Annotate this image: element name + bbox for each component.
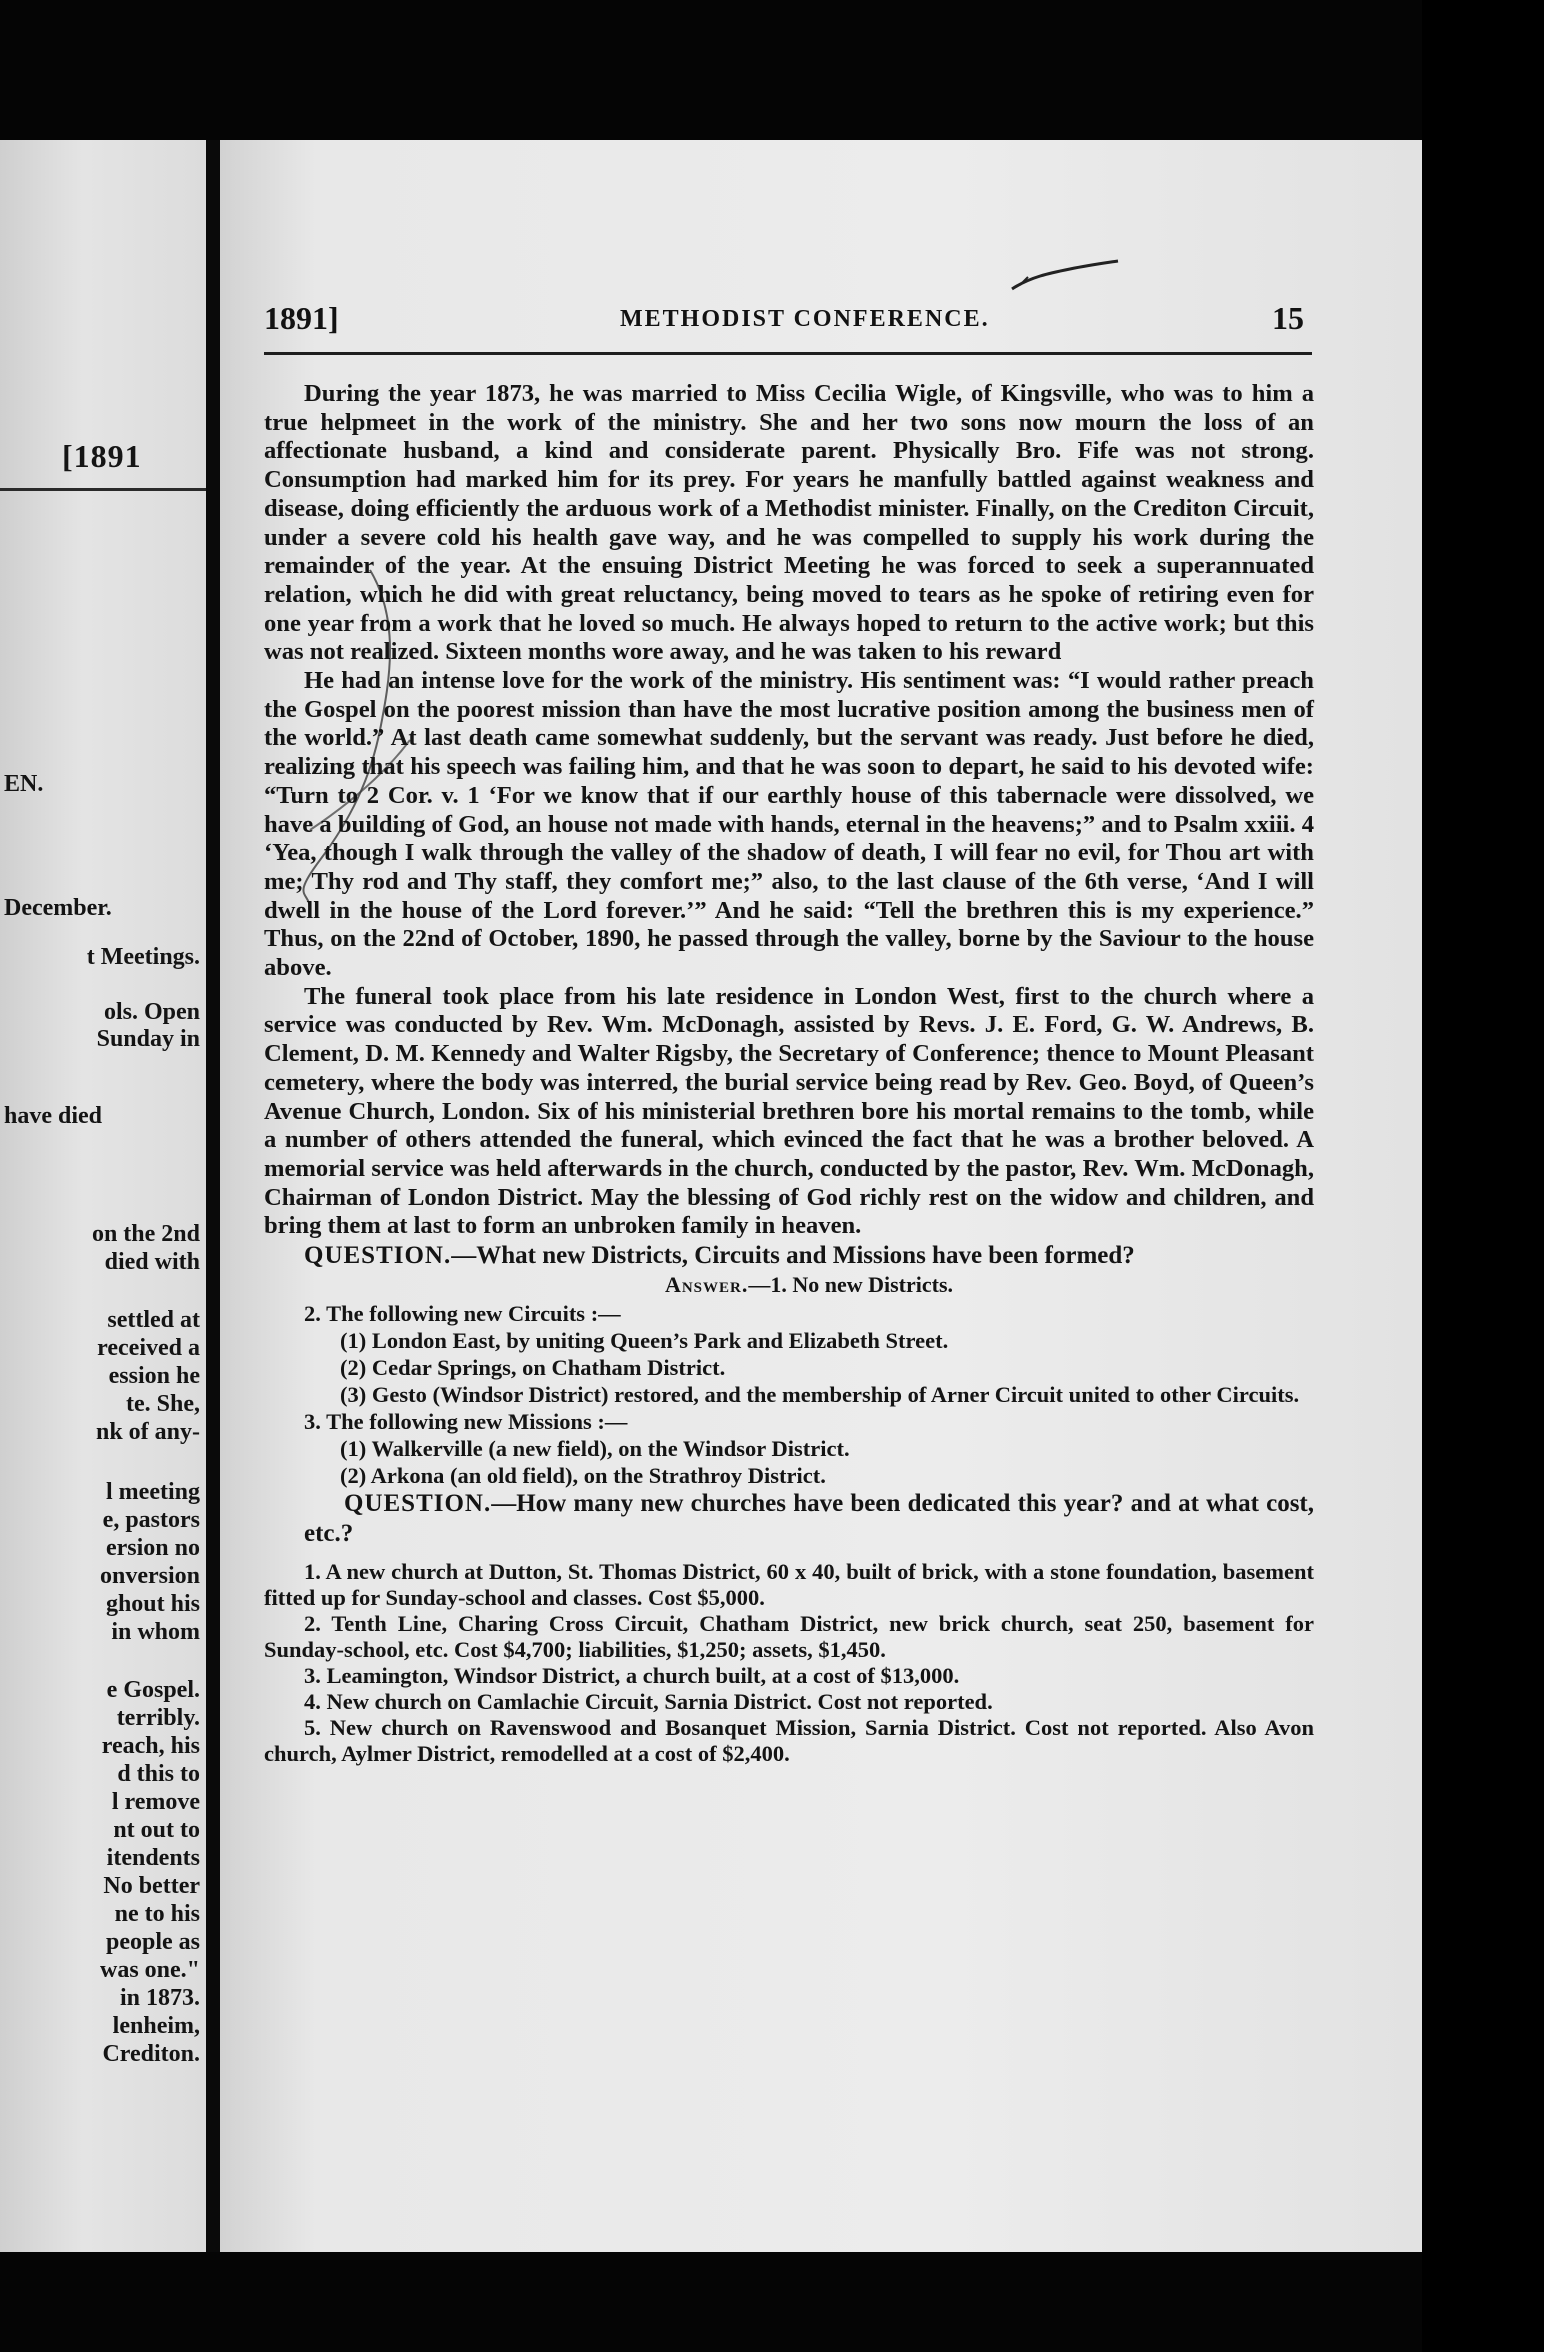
previous-page-fragment bbox=[0, 140, 206, 2252]
text-fragment: EN. bbox=[4, 771, 44, 797]
page-number: 15 bbox=[1272, 300, 1304, 336]
running-head-title: METHODIST CONFERENCE. bbox=[620, 306, 990, 332]
text-fragment: ession he bbox=[108, 1363, 200, 1389]
question-new-districts bbox=[264, 1241, 1314, 1271]
church-item: 3. Leamington, Windsor District, a church built, at a cost of $13,000. bbox=[304, 1662, 960, 1688]
text-fragment: ghout his bbox=[105, 1591, 200, 1617]
mission-item: (1) Walkerville (a new field), on the Windsor District. bbox=[340, 1435, 850, 1461]
film-border-right bbox=[1422, 0, 1544, 2352]
text-fragment: ersion no bbox=[105, 1535, 200, 1561]
circuit-item: (1) London East, by uniting Queen’s Park and Elizabeth Street. bbox=[340, 1327, 949, 1353]
page-15 bbox=[220, 140, 1422, 2252]
text-fragment: ne to his bbox=[114, 1901, 200, 1927]
text-fragment: died with bbox=[104, 1249, 200, 1275]
text-fragment: nt out to bbox=[113, 1817, 200, 1843]
question-text: —What new Districts, Circuits and Missions have been formed? bbox=[451, 1242, 1135, 1270]
text-fragment: on the 2nd bbox=[91, 1221, 200, 1247]
text-fragment: received a bbox=[97, 1335, 200, 1361]
previous-page-year: [1891 bbox=[62, 438, 142, 474]
text-fragment: ols. Open bbox=[103, 999, 200, 1025]
church-item: 1. A new church at Dutton, St. Thomas District, 60 x 40, built of brick, with a stone foundation, basement fitted up for Sunday-school and classes. Cost $5,000. bbox=[264, 1558, 1314, 1610]
church-item: 2. Tenth Line, Charing Cross Circuit, Chatham District, new brick church, seat 250, basement for Sunday-school, etc. Cost $4,700; liabilities, $1,250; assets, $1,450. bbox=[264, 1610, 1314, 1662]
new-missions-heading: 3. The following new Missions :— bbox=[304, 1408, 628, 1434]
head-rule bbox=[264, 352, 1312, 355]
question-new-churches bbox=[264, 1489, 1314, 1549]
question-text: —How many new churches have been dedicated this year? and at what cost, etc.? bbox=[304, 1489, 1314, 1547]
running-head bbox=[264, 300, 1304, 340]
page-body bbox=[264, 380, 1314, 1767]
text-fragment: e, pastors bbox=[102, 1507, 200, 1533]
answer-line bbox=[264, 1271, 1314, 1300]
text-fragment: terribly. bbox=[116, 1705, 200, 1731]
text-fragment: in 1873. bbox=[119, 1985, 200, 2011]
text-fragment: settled at bbox=[107, 1307, 200, 1333]
text-fragment: reach, his bbox=[101, 1733, 200, 1759]
church-item: 4. New church on Camlachie Circuit, Sarnia District. Cost not reported. bbox=[304, 1688, 993, 1714]
question-label: QUESTION. bbox=[344, 1489, 492, 1517]
question-label: QUESTION. bbox=[304, 1242, 452, 1270]
text-fragment: te. She, bbox=[126, 1391, 200, 1417]
answer-label: Answer. bbox=[664, 1272, 749, 1298]
text-fragment: in whom bbox=[111, 1619, 200, 1645]
text-fragment: l remove bbox=[111, 1789, 200, 1815]
text-fragment: No better bbox=[103, 1873, 200, 1899]
text-fragment: t Meetings. bbox=[86, 944, 200, 970]
obituary-paragraph-2: He had an intense love for the work of the ministry. His sentiment was: “I would rather preach the Gospel on the poorest mission than have the most lucrative position among the business men of the world.” At last death came somewhat suddenly, but the servant was ready. Just before he died, realizing that his speech was failing him, and that he was soon to depart, he said to his devoted wife: “Turn to 2 Cor. v. 1 ‘For we know that if our earthly house of this tabernacle were dissolved, we have a building of God, an house not made with hands, eternal in the heavens;” and to Psalm xxiii. 4 ‘Yea, though I walk through the valley of the shadow of death, I will fear no evil, for Thou art with me; Thy rod and Thy staff, they comfort me;” also, to the last clause of the 6th verse, ‘And I will dwell in the house of the Lord forever.’” And he said: “Tell the brethren this is my experience.” Thus, on the 22nd of October, 1890, he passed through the valley, borne by the Saviour to the house above. bbox=[264, 667, 1314, 982]
text-fragment: nk of any- bbox=[95, 1419, 200, 1445]
text-fragment: December. bbox=[4, 895, 112, 921]
previous-page-head-rule bbox=[0, 488, 206, 491]
text-fragment: people as bbox=[105, 1929, 200, 1955]
text-fragment: lenheim, bbox=[112, 2013, 200, 2039]
stray-pen-mark bbox=[1010, 255, 1120, 295]
obituary-paragraph-3: The funeral took place from his late residence in London West, first to the church where a service was conducted by Rev. Wm. McDonagh, assisted by Revs. J. E. Ford, G. W. Andrews, B. Clement, D. M. Kennedy and Walter Rigsby, the Secretary of Conference; thence to Mount Pleasant cemetery, where the body was interred, the burial service being read by Rev. Geo. Boyd, of Queen’s Avenue Church, London. Six of his ministerial brethren bore his mortal remains to the tomb, while a number of others attended the funeral, which evinced the fact that he was a brother beloved. A memorial service was held afterwards in the church, conducted by the pastor, Rev. Wm. McDonagh, Chairman of London District. May the blessing of God richly rest on the widow and children, and bring them at last to form an unbroken family in heaven. bbox=[264, 982, 1314, 1240]
circuit-item: (3) Gesto (Windsor District) restored, and the membership of Arner Circuit united to other Circuits. bbox=[340, 1381, 1300, 1407]
text-fragment: l meeting bbox=[106, 1479, 200, 1505]
new-circuits-heading: 2. The following new Circuits :— bbox=[304, 1300, 621, 1326]
text-fragment: e Gospel. bbox=[106, 1677, 200, 1703]
text-fragment: d this to bbox=[117, 1761, 200, 1787]
circuit-item: (2) Cedar Springs, on Chatham District. bbox=[340, 1354, 726, 1380]
text-fragment: have died bbox=[4, 1103, 103, 1129]
text-fragment: Sunday in bbox=[96, 1026, 200, 1052]
text-fragment: itendents bbox=[106, 1845, 200, 1871]
page-gutter bbox=[206, 140, 220, 2252]
text-fragment: onversion bbox=[99, 1563, 200, 1589]
text-fragment: Crediton. bbox=[102, 2041, 200, 2067]
mission-item: (2) Arkona (an old field), on the Strathroy District. bbox=[340, 1462, 826, 1488]
church-item: 5. New church on Ravenswood and Bosanquet Mission, Sarnia District. Cost not reported. Also Avon church, Aylmer District, remodelled at a cost of $2,400. bbox=[264, 1714, 1314, 1766]
text-fragment: was one." bbox=[100, 1957, 200, 1983]
answer-text: —1. No new Districts. bbox=[748, 1272, 954, 1298]
obituary-paragraph-1: During the year 1873, he was married to Miss Cecilia Wigle, of Kingsville, who was to him a true helpmeet in the work of the ministry. She and her two sons now mourn the loss of an affectionate husband, a kind and considerate parent. Physically Bro. Fife was not strong. Consumption had marked him for its prey. For years he manfully battled against weakness and disease, doing efficiently the arduous work of a Methodist minister. Finally, on the Crediton Circuit, under a severe cold his health gave way, and he was compelled to supply his work during the remainder of the year. At the ensuing District Meeting he was forced to seek a superannuated relation, which he did with great reluctancy, being moved to tears as he spoke of retiring even for one year from a work that he loved so much. He always hoped to return to the active work; but this was not realized. Sixteen months wore away, and he was taken to his reward bbox=[264, 380, 1314, 666]
running-head-year: 1891] bbox=[264, 300, 339, 336]
